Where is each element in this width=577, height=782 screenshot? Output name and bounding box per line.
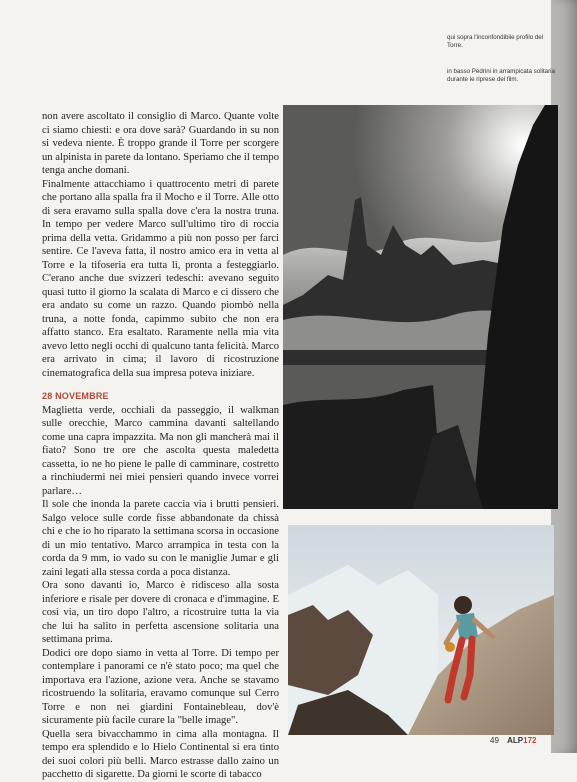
paragraph: non avere ascoltato il consiglio di Marco. Quante volte ci siamo chiesti: e ora dove sarà? Guardando in su non si vedeva niente. È troppo grande il Torre per scorgere un alpinista in parete da lontano. Speriamo che il tempo tenga anche domani.: [42, 111, 279, 176]
photo-climber-on-rock: [288, 525, 554, 735]
paragraph: Quella sera bivacchammo in cima alla montagna. Il tempo era splendido e lo Hielo Continental si era tinto dei suoi colori più belli. Marco estrasse dallo zaino un pacchetto di sigarette. Da giorni le scorte di tabacco: [42, 728, 279, 780]
issue-number: 172: [523, 736, 537, 745]
caption-bottom: in basso Pedrini in arrampicata solitaria durante le riprese del film.: [447, 68, 555, 83]
page-number: 49: [490, 736, 499, 745]
photo-captions: [447, 34, 557, 102]
paragraph: Finalmente attacchiamo i quattrocento metri di parete che portano alla spalla fra il Mocho e il Torre. Alle otto di sera eravamo sulla spalla dove c'era la nostra truna. In tempo per vedere Marco sull'ultimo tiro di roccia prima della vetta. Gridammo a più non posso per farci sentire. Ce l'aveva fatta, il nostro amico era in vetta al Torre e la tifoseria era tutta lì, pronta a festeggiarlo. C'erano anche due svizzeri tedeschi: avevano seguito quasi tutto il giorno la scalata di Marco e ci dissero che era andato su come un razzo. Quando piombò nella truna, a notte fonda, capimmo subito che non era affatto stanco. Era esaltato. Raramente nella mia vita avevo letto negli occhi di qualcuno tanta felicità. Marco era arrivato in cima; il lavoro di ricostruzione cinematografica della sua impresa poteva iniziare.: [42, 178, 279, 379]
paragraph: Dodici ore dopo siamo in vetta al Torre. Di tempo per contemplare i panorami ce n'è stato poco; ma quel che importava era l'azione, azione vera. Anche se stavamo ricostruendo la solitaria, eravamo comunque sul Cerro Torre e non nei giardini Fontainebleau, dov'è sicuramente più facile curare la "belle image".: [42, 647, 279, 726]
magazine-name: ALP: [507, 736, 524, 745]
magazine-logo: [507, 736, 536, 745]
article-text-column: [42, 110, 279, 782]
photo-cerro-torre-silhouette: [283, 105, 558, 509]
paragraph: Ora sono davanti io, Marco è ridisceso alla sosta inferiore e risale per dovere di cronaca e d'immagine. E così via, un tiro dopo l'altro, a ricostruire tutta la via che lui ha salito in perfetta ascensione solitaria una settimana prima.: [42, 580, 279, 645]
paragraph: Maglietta verde, occhiali da passeggio, il walkman sulle orecchie, Marco cammina davanti saltellando come una capra impazzita. Ma non gli mancherà mai il fiato? Sono tre ore che ascolta questa maledetta cassetta, io ne ho piene le palle di camminare, costretto a rinchiudermi nei miei pensieri quando invece vorrei parlare…: [42, 404, 279, 497]
page-footer: [490, 736, 537, 745]
paragraph: Il sole che inonda la parete caccia via i brutti pensieri. Salgo veloce sulle corde fisse abbandonate da chissà chi e che io ho riparato la settimana scorsa in occasione di un mio tentativo. Marco arrampica in testa con la corda da 9 mm, io vado su con le maniglie Jumar e gli zaini legati alla stessa corda a poca distanza.: [42, 499, 279, 578]
caption-top: qui sopra l'inconfondibile profilo del Torre.: [447, 34, 544, 49]
section-title: 28 NOVEMBRE: [42, 391, 109, 401]
climber-image: [288, 525, 554, 735]
mountain-silhouette-image: [283, 105, 558, 509]
